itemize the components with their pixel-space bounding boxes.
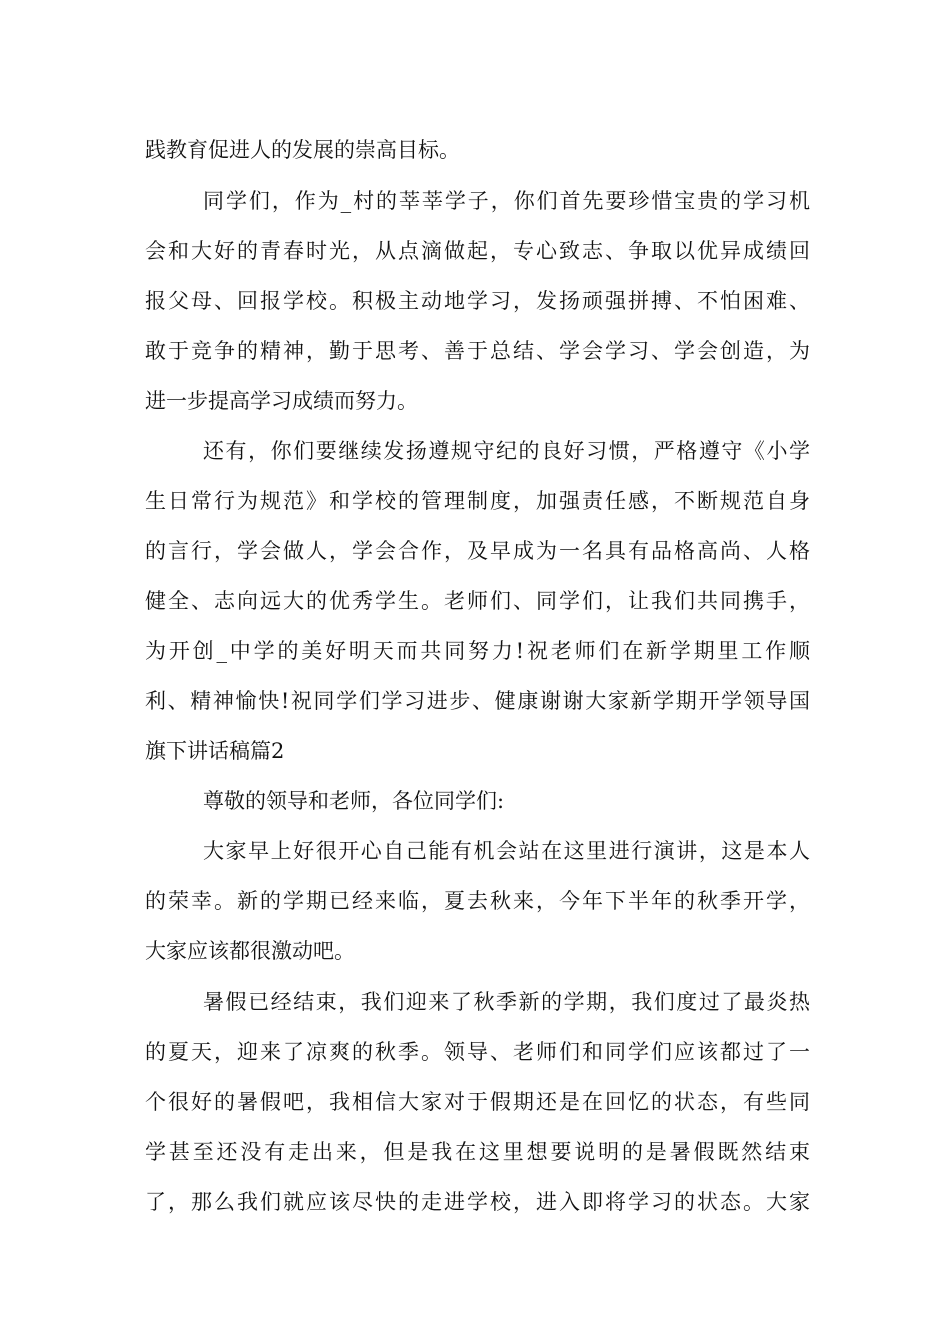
paragraph-first-line: 还有，你们要继续发扬遵规守纪的良好习惯，严格遵守《小学 <box>203 439 810 463</box>
text-line: 学甚至还没有走出来，但是我在这里想要说明的是暑假既然结束 <box>145 1140 810 1164</box>
text-line: 敢于竞争的精神，勤于思考、善于总结、学会学习、学会创造，为 <box>145 339 810 363</box>
salutation-line: 尊敬的领导和老师，各位同学们: <box>203 789 505 813</box>
text-line: 个很好的暑假吧，我相信大家对于假期还是在回忆的状态，有些同 <box>145 1090 810 1114</box>
text-line: 大家应该都很激动吧。 <box>145 939 355 963</box>
text-line: 的夏天，迎来了凉爽的秋季。领导、老师们和同学们应该都过了一 <box>145 1040 810 1064</box>
text-line: 利、精神愉快!祝同学们学习进步、健康谢谢大家新学期开学领导国 <box>145 689 810 713</box>
text-line: 会和大好的青春时光，从点滴做起，专心致志、争取以优异成绩回 <box>145 239 810 263</box>
text-line: 旗下讲话稿篇2 <box>145 739 285 763</box>
text-line: 健全、志向远大的优秀学生。老师们、同学们，让我们共同携手， <box>145 589 810 613</box>
text-line: 进一步提高学习成绩而努力。 <box>145 389 418 413</box>
paragraph-first-line: 同学们，作为_村的莘莘学子，你们首先要珍惜宝贵的学习机 <box>203 189 810 213</box>
text-line: 报父母、回报学校。积极主动地学习，发扬顽强拼搏、不怕困难、 <box>145 289 810 313</box>
text-line: 践教育促进人的发展的崇高目标。 <box>145 138 460 162</box>
text-line: 的荣幸。新的学期已经来临，夏去秋来，今年下半年的秋季开学， <box>145 889 810 913</box>
paragraph-first-line: 大家早上好很开心自己能有机会站在这里进行演讲，这是本人 <box>203 839 810 863</box>
paragraph-first-line: 暑假已经结束，我们迎来了秋季新的学期，我们度过了最炎热 <box>203 990 810 1014</box>
text-line: 了，那么我们就应该尽快的走进学校，进入即将学习的状态。大家 <box>145 1190 810 1214</box>
text-line: 为开创_中学的美好明天而共同努力!祝老师们在新学期里工作顺 <box>145 639 810 663</box>
text-line: 生日常行为规范》和学校的管理制度，加强责任感，不断规范自身 <box>145 489 810 513</box>
text-line: 的言行，学会做人，学会合作，及早成为一名具有品格高尚、人格 <box>145 539 810 563</box>
